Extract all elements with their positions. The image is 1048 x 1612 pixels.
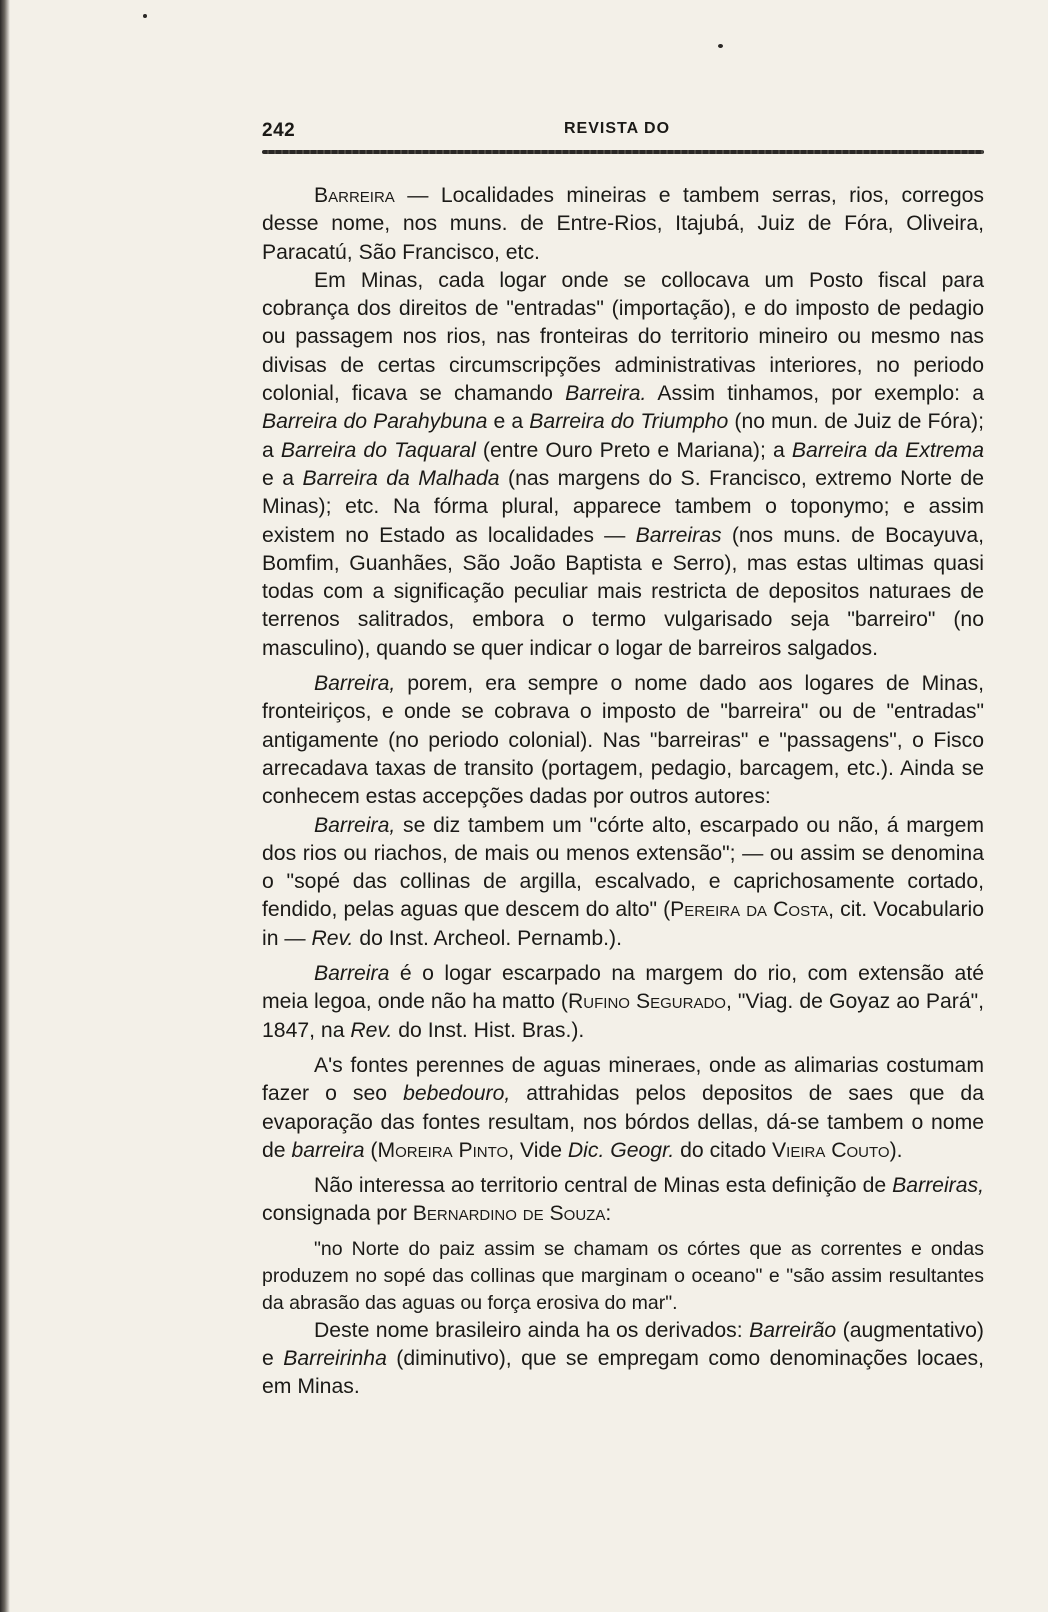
page-number: 242: [262, 120, 296, 141]
text-run: A's fontes perennes de aguas mineraes, onde as alimarias costumam fazer o seo: [262, 1053, 984, 1106]
text-run: e a: [262, 466, 303, 490]
italic-text: Barreira,: [314, 672, 396, 696]
author-name: Pereira da Costa: [670, 898, 829, 922]
italic-text: bebedouro,: [403, 1082, 511, 1106]
text-run: — Localidades mineiras e tambem serras, rios, corregos desse nome, nos muns. de Entre-Rios, Itajubá, Juiz de Fóra, Oliveira, Paracatú, São Francisco, etc.: [262, 184, 984, 264]
ink-speck: [718, 44, 723, 48]
text-run: do citado: [674, 1138, 773, 1162]
page-header: [262, 120, 984, 148]
text-run: :: [605, 1202, 612, 1226]
text-run: attrahidas pelos depositos de saes que da evaporação das fontes resultam, nos bórdos dellas, dá-se tambem o nome de: [262, 1082, 984, 1162]
author-name: Bernardino de Souza: [412, 1202, 606, 1226]
text-run: (augmentativo) e: [262, 1318, 984, 1370]
italic-text: Barreira do Taquaral: [280, 438, 476, 462]
text-run: Em Minas, cada logar onde se collocava um Posto fiscal para cobrança dos direitos de "entradas" (importação), e do imposto de pedagio ou passagem nos rios, nas fronteiras do territorio mineiro ou mesmo nas divisas de certas circumscripções administrativas interiores, no periodo colonial, ficava se chamando: [262, 268, 984, 406]
paragraph: [262, 267, 984, 663]
text-run: porem, era sempre o nome dado aos logares de Minas, fronteiriços, e onde se cobrava o imposto de "barreira" ou de "entradas" antigamente (no periodo colonial). Nas "barreiras" e "passagens", o Fisco arrecadava taxas de transito (portagem, pedagio, barcagem, etc.). Ainda se conhecem estas accepções dadas por outros autores:: [262, 672, 984, 809]
text-run: , Vide: [508, 1138, 568, 1162]
text-run: se diz tambem um "córte alto, escarpado ou não, á margem dos rios ou riachos, de mais ou menos extensão"; — ou assim se denomina o "sopé das collinas de argilla, escalvado, e caprichosamente cortado, fendido, pelas aguas que descem do alto" (: [262, 813, 984, 922]
paragraph: [262, 1052, 984, 1165]
text-run: (: [364, 1138, 378, 1162]
page-left-edge-shadow: [0, 0, 10, 1612]
italic-text: Barreira,: [314, 813, 396, 837]
text-run: , cit. Vocabulario in —: [262, 898, 984, 950]
text-run: (nas margens do S. Francisco, extremo Norte de Minas); etc. Na fórma plural, apparece tambem o toponymo; e assim existem no Estado as localidades —: [262, 466, 984, 547]
text-run: Deste nome brasileiro ainda ha os derivados:: [314, 1318, 750, 1342]
text-run: Assim tinhamos, por exemplo: a: [646, 382, 984, 406]
document-page: [262, 120, 984, 1402]
quotation-paragraph: [262, 1236, 984, 1317]
text-run: Não interessa ao territorio central de Minas esta definição de: [314, 1174, 893, 1198]
ink-speck: [143, 14, 147, 18]
text-run: , "Viag. de Goyaz ao Pará", 1847, na: [262, 990, 985, 1042]
author-name: Moreira Pinto: [377, 1138, 509, 1162]
header-rule: [262, 150, 984, 154]
italic-text: Barreirinha: [283, 1346, 387, 1370]
italic-text: Barreirão: [749, 1318, 837, 1342]
author-name: Vieira Couto: [772, 1138, 890, 1162]
text-run: consignada por: [262, 1202, 413, 1226]
text-run: (no mun. de Juiz de Fóra); a: [262, 410, 984, 462]
italic-text: Barreira da Extrema: [791, 438, 984, 462]
italic-text: Dic. Geogr.: [567, 1138, 675, 1162]
italic-text: Barreira.: [565, 382, 647, 406]
italic-text: Barreiras: [635, 523, 722, 547]
italic-text: Barreira do Parahybuna: [262, 410, 488, 434]
text-run: (nos muns. de Bocayuva, Bomfim, Guanhães, São João Baptista e Serro), mas estas ultimas quasi todas com a significação peculiar mais restricta de depositos naturaes de terrenos salitrados, embora o termo vulgarisado seja "barreiro" (no masculino), quando se quer indicar o logar de barreiros salgados.: [262, 523, 985, 660]
paragraph: [262, 1317, 984, 1402]
text-run: do Inst. Archeol. Pernamb.).: [353, 926, 622, 950]
author-name: Barreira: [314, 184, 395, 207]
italic-text: Barreira: [314, 962, 390, 986]
body-text: [262, 182, 984, 1402]
author-name: Rufino Segurado: [567, 990, 726, 1014]
text-run: ).: [889, 1138, 903, 1162]
italic-text: Barreira do Triumpho: [529, 410, 729, 434]
paragraph: [262, 812, 984, 953]
text-run: (entre Ouro Preto e Mariana); a: [475, 438, 792, 462]
paragraph: [262, 960, 984, 1045]
text-run: (diminutivo), que se empregam como denominações locaes, em Minas.: [262, 1346, 985, 1399]
paragraph: [262, 182, 984, 267]
text-run: é o logar escarpado na margem do rio, com extensão até meia legoa, onde não ha matto (: [262, 962, 984, 1014]
italic-text: Rev.: [311, 926, 354, 950]
text-run: do Inst. Hist. Bras.).: [392, 1018, 585, 1042]
italic-text: Barreiras,: [892, 1174, 984, 1198]
italic-text: barreira: [291, 1138, 365, 1162]
text-run: "no Norte do paiz assim se chamam os córtes que as correntes e ondas produzem no sopé das collinas que marginam o oceano" e "são assim resultantes da abrasão das aguas ou força erosiva do mar".: [262, 1237, 984, 1314]
paragraph: [262, 1172, 984, 1229]
paragraph: [262, 670, 984, 811]
running-title: REVISTA DO: [564, 120, 671, 137]
italic-text: Rev.: [350, 1018, 393, 1042]
text-run: e a: [487, 410, 530, 434]
italic-text: Barreira da Malhada: [302, 466, 500, 490]
